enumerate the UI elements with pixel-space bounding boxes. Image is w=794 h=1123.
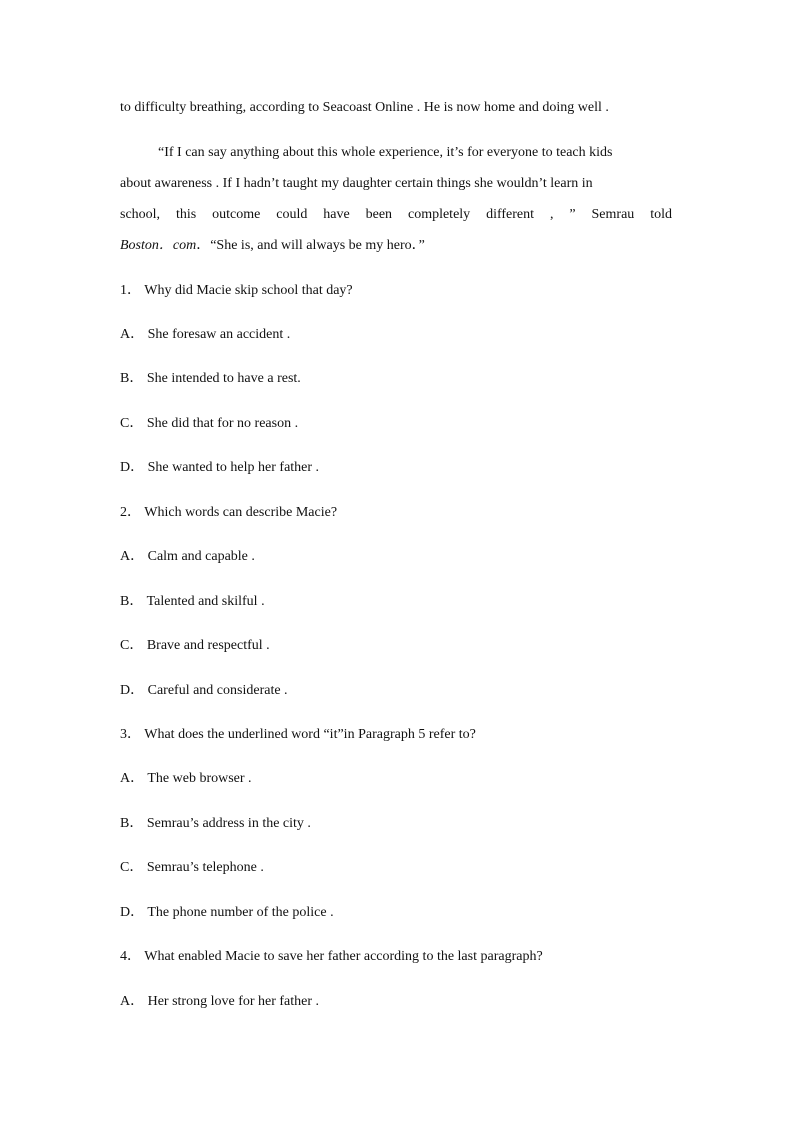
question-2-option-d: D． Careful and considerate . xyxy=(120,683,288,698)
question-3-stem: 3． What does the underlined word “it”in Paragraph 5 refer to? xyxy=(120,727,476,742)
passage-line-4: school, this outcome could have been completely different , ” Semrau told xyxy=(120,207,672,222)
question-1-stem: 1． Why did Macie skip school that day? xyxy=(120,283,353,298)
question-2-option-b: B． Talented and skilful . xyxy=(120,594,265,609)
passage-line-2: “If I can say anything about this whole experience, it’s for everyone to teach kids xyxy=(158,145,613,160)
question-2-stem: 2． Which words can describe Macie? xyxy=(120,505,338,520)
question-3-option-d: D． The phone number of the police . xyxy=(120,905,334,920)
passage-line-1: to difficulty breathing, according to Seacoast Online . He is now home and doing well . xyxy=(120,100,609,115)
source-name: Boston．com xyxy=(120,238,197,253)
question-1-option-c: C． She did that for no reason . xyxy=(120,416,299,431)
question-4-option-a: A． Her strong love for her father . xyxy=(120,994,320,1009)
quote-end: ．“She is, and will always be my hero．” xyxy=(196,238,425,253)
question-1-option-d: D． She wanted to help her father . xyxy=(120,460,320,475)
question-4-stem: 4． What enabled Macie to save her father according to the last paragraph? xyxy=(120,949,543,964)
question-3-option-c: C． Semrau’s telephone . xyxy=(120,860,264,875)
passage-line-5 xyxy=(120,237,425,255)
question-3-option-a: A． The web browser . xyxy=(120,771,252,786)
question-2-option-a: A． Calm and capable . xyxy=(120,549,255,564)
passage-line-3: about awareness . If I hadn’t taught my daughter certain things she wouldn’t learn in xyxy=(120,176,593,191)
question-1-option-a: A． She foresaw an accident . xyxy=(120,327,291,342)
question-2-option-c: C． Brave and respectful . xyxy=(120,638,270,653)
question-1-option-b: B． She intended to have a rest. xyxy=(120,371,301,386)
question-3-option-b: B． Semrau’s address in the city . xyxy=(120,816,311,831)
